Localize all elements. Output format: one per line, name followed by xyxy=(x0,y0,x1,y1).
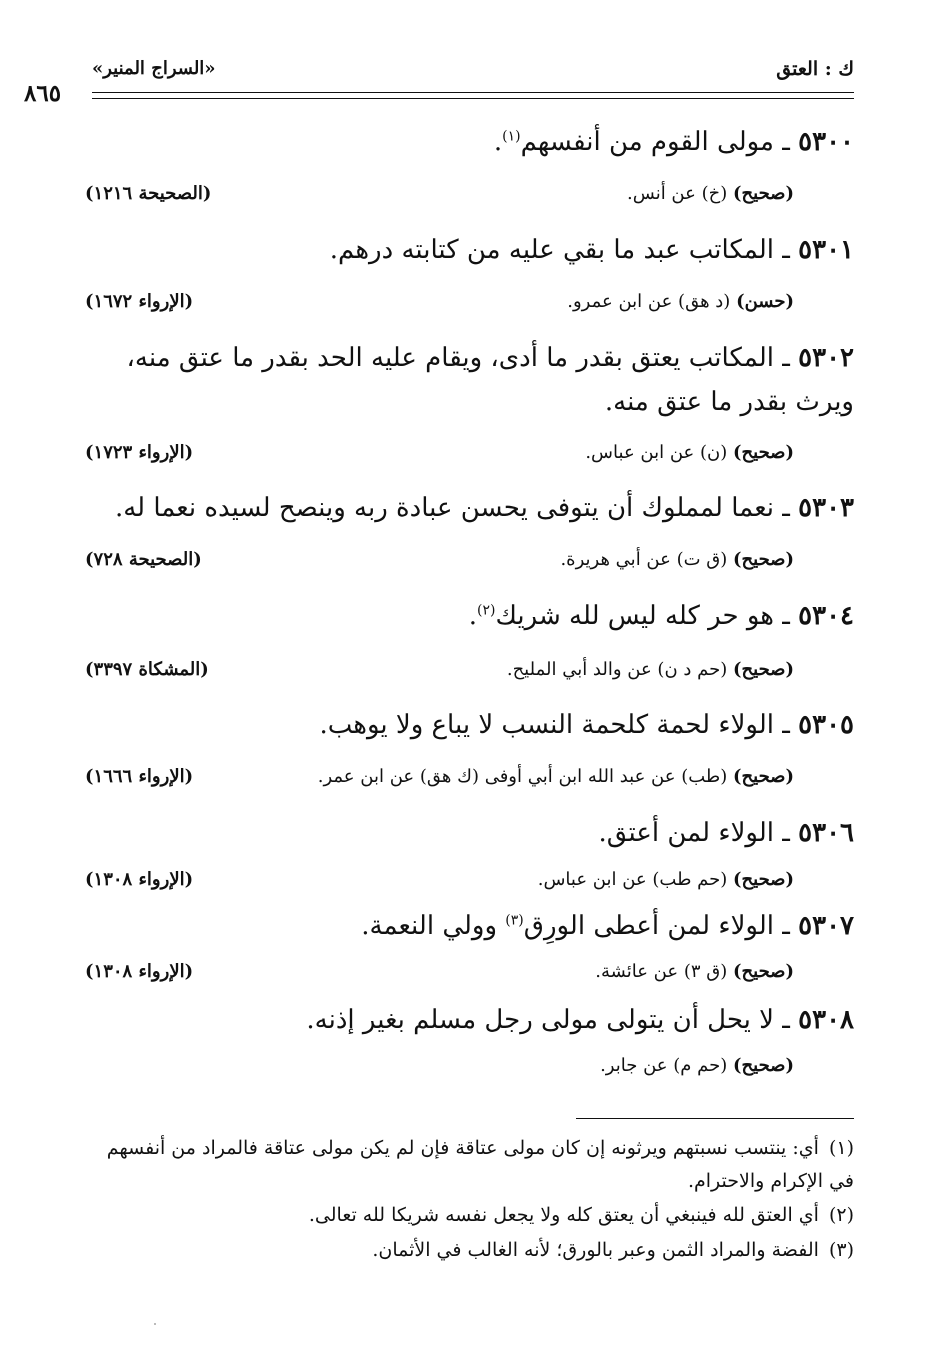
hadith-text: المكاتب عبد ما بقي عليه من كتابته درهم. xyxy=(329,235,774,265)
running-header-book: «السراج المنير» xyxy=(92,58,216,79)
hadith-narrator: (ن) عن ابن عباس. xyxy=(585,442,728,463)
hadith-text: لا يحل أن يتولى مولى رجل مسلم بغير إذنه. xyxy=(306,1005,774,1035)
hadith-ref-5301: (الإرواء ١٦٧٢) xyxy=(85,291,194,312)
hadith-source-5302 xyxy=(585,442,794,463)
page-number: ٨٦٥ xyxy=(24,80,62,107)
hadith-text: الولاء لمن أعطى الورِق xyxy=(523,911,774,941)
hadith-source-6306 xyxy=(538,869,794,890)
hadith-source-5307 xyxy=(595,961,794,982)
hadith-ref-5305: (الإرواء ١٦٦٦) xyxy=(85,766,194,787)
hadith-source-5303 xyxy=(560,549,794,570)
footnote-marker: (٣) xyxy=(505,912,524,929)
hadith-grade: (صحيح) xyxy=(733,766,794,787)
running-header-chapter: ك : العتق xyxy=(776,58,854,80)
hadith-narrator: (د هق) عن ابن عمرو. xyxy=(567,291,731,312)
header-rule xyxy=(92,92,854,93)
hadith-narrator: (حم د ن) عن والد أبي المليح. xyxy=(506,659,728,680)
header-rule-lower xyxy=(92,98,854,99)
footnote-2 xyxy=(84,1199,854,1232)
hadith-number: ٥٣٠٠ xyxy=(798,127,854,157)
hadith-5302: ٥٣٠٢ ـ المكاتب يعتق بقدر ما أدى، ويقام عليه الحد بقدر ما عتق منه، ويرث بقدر ما عتق منه. xyxy=(126,343,854,417)
hadith-source-5304 xyxy=(507,659,794,680)
footnote-1 xyxy=(84,1132,854,1198)
hadith-ref-5302: (الإرواء ١٧٢٣) xyxy=(85,442,194,463)
hadith-5303: ٥٣٠٣ ـ نعما لمملوك أن يتوفى يحسن عبادة ربه وينصح لسيده نعما له. xyxy=(114,493,854,523)
hadith-narrator: (ق ت) عن أبي هريرة. xyxy=(560,549,728,570)
hadith-number: ٥٣٠٨ xyxy=(798,1005,854,1035)
hadith-text: مولى القوم من أنفسهم xyxy=(520,127,774,157)
hadith-text: هو حر كله ليس لله شريك xyxy=(495,601,774,631)
hadith-ref-5300: (الصحيحة ١٢١٦) xyxy=(85,183,212,204)
hadith-grade: (صحيح) xyxy=(733,1055,794,1076)
hadith-grade: (صحيح) xyxy=(733,961,794,982)
hadith-text: نعما لمملوك أن يتوفى يحسن عبادة ربه وينصح لسيده نعما له. xyxy=(114,493,774,523)
footnote-marker: (٢) xyxy=(477,602,496,619)
footnote-number: (٢) xyxy=(828,1204,854,1226)
footnote-text: الفضة والمراد الثمن وعبر بالورق؛ لأنه الغالب في الأثمان. xyxy=(372,1239,819,1261)
hadith-grade: (صحيح) xyxy=(733,549,794,570)
hadith-source-5305 xyxy=(318,766,794,787)
scan-speck xyxy=(154,1323,156,1325)
hadith-number: ٥٣٠٥ xyxy=(798,710,854,740)
hadith-grade: (صحيح) xyxy=(733,442,794,463)
hadith-narrator: (ق ٣) عن عائشة. xyxy=(595,961,728,982)
hadith-number: ٥٣٠١ xyxy=(798,235,854,265)
hadith-5308: ٥٣٠٨ ـ لا يحل أن يتولى مولى رجل مسلم بغير إذنه. xyxy=(306,1005,854,1035)
hadith-narrator: (طب) عن عبد الله ابن أبي أوفى (ك هق) عن ابن عمر. xyxy=(317,766,728,787)
hadith-text: المكاتب يعتق بقدر ما أدى، ويقام عليه الحد بقدر ما عتق منه، ويرث بقدر ما عتق منه. xyxy=(126,343,854,417)
hadith-number: ٥٣٠٣ xyxy=(798,493,854,523)
hadith-source-5301 xyxy=(567,291,794,312)
footnote-text: أي العتق لله فينبغي أن يعتق كله ولا يجعل نفسه شريكا لله تعالى. xyxy=(308,1204,819,1226)
hadith-5307: ٥٣٠٧ ـ الولاء لمن أعطى الورِق$^{(٣)}$ وولي النعمة. xyxy=(361,911,854,941)
hadith-narrator: (حم م) عن جابر. xyxy=(600,1055,728,1076)
hadith-grade: (صحيح) xyxy=(733,869,794,890)
hadith-number: ٥٣٠٧ xyxy=(798,911,854,941)
hadith-grade: (حسن) xyxy=(736,291,794,312)
hadith-ref-5306: (الإرواء ١٣٠٨) xyxy=(85,869,194,890)
hadith-5304: ٥٣٠٤ ـ هو حر كله ليس لله شريك$^{(٢)}$. xyxy=(468,601,854,631)
hadith-narrator: (خ) عن أنس. xyxy=(627,183,728,204)
hadith-ref-5303: (الصحيحة ٧٢٨) xyxy=(85,549,202,570)
hadith-5300: ٥٣٠٠ ـ مولى القوم من أنفسهم$^{(١)}$. xyxy=(493,127,854,157)
hadith-ref-5307: (الإرواء ١٣٠٨) xyxy=(85,961,194,982)
footnote-marker: (١) xyxy=(502,128,521,145)
footnote-number: (٣) xyxy=(828,1239,854,1261)
hadith-text: الولاء لمن أعتق. xyxy=(598,818,774,848)
hadith-narrator: (حم طب) عن ابن عباس. xyxy=(537,869,728,890)
hadith-number: ٥٣٠٦ xyxy=(798,818,854,848)
hadith-text-end: . xyxy=(468,601,478,631)
footnote-3 xyxy=(84,1234,854,1267)
hadith-source-5308 xyxy=(600,1055,794,1076)
hadith-ref-5304: (المشكاة ٣٣٩٧) xyxy=(85,659,209,680)
footnote-text: أي: ينتسب نسبتهم ويرثونه إن كان مولى عتاقة فإن لم يكن مولى عتاقة فالمراد من أنفسهم في الإكرام والاحترام. xyxy=(106,1137,854,1192)
hadith-5306: ٥٣٠٦ ـ الولاء لمن أعتق. xyxy=(598,818,854,848)
hadith-text-end: وولي النعمة. xyxy=(361,911,506,941)
hadith-5301: ٥٣٠١ ـ المكاتب عبد ما بقي عليه من كتابته درهم. xyxy=(329,235,854,265)
hadith-grade: (صحيح) xyxy=(733,659,794,680)
hadith-text-end: . xyxy=(493,127,503,157)
hadith-text: الولاء لحمة كلحمة النسب لا يباع ولا يوهب. xyxy=(319,710,774,740)
hadith-number: ٥٣٠٤ xyxy=(798,601,854,631)
hadith-5305: ٥٣٠٥ ـ الولاء لحمة كلحمة النسب لا يباع ولا يوهب. xyxy=(319,710,854,740)
footnote-number: (١) xyxy=(828,1137,854,1159)
hadith-source-5300 xyxy=(627,183,794,204)
hadith-number: ٥٣٠٢ xyxy=(798,343,854,373)
footnote-separator xyxy=(576,1118,854,1119)
hadith-grade: (صحيح) xyxy=(733,183,794,204)
